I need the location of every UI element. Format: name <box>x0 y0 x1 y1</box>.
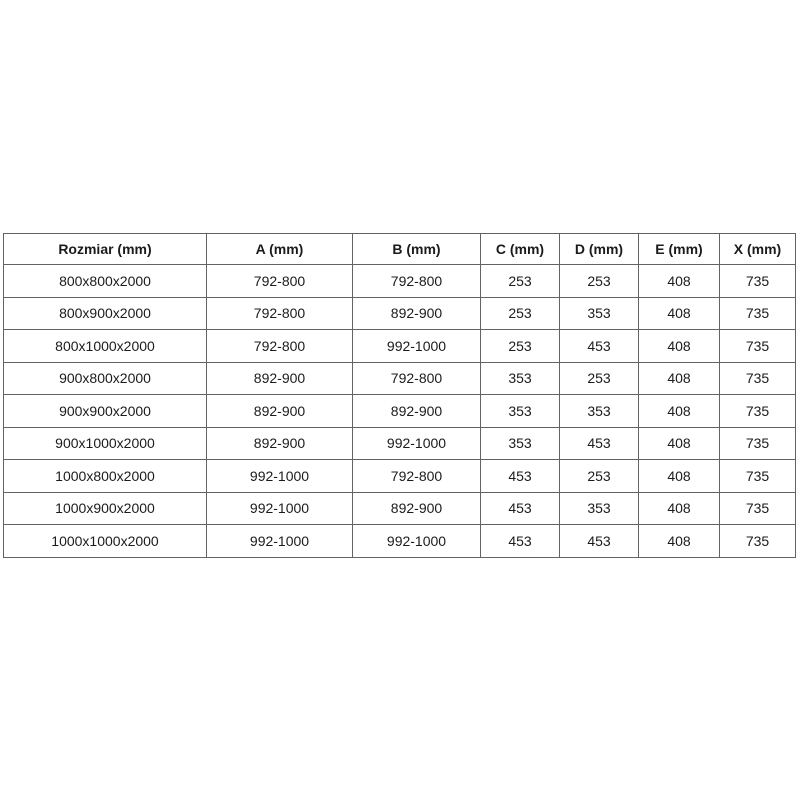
table-cell: 735 <box>720 297 796 330</box>
table-row <box>4 460 796 493</box>
table-cell: 992-1000 <box>353 330 481 363</box>
table-row <box>4 362 796 395</box>
table-row <box>4 265 796 298</box>
dimension-table <box>3 233 796 558</box>
table-cell: 408 <box>639 525 720 558</box>
table-cell: 992-1000 <box>207 525 353 558</box>
table-cell: 408 <box>639 265 720 298</box>
table-cell: 453 <box>560 330 639 363</box>
table-cell: 735 <box>720 330 796 363</box>
table-cell: 892-900 <box>207 395 353 428</box>
table-head <box>4 234 796 265</box>
table-cell: 892-900 <box>353 395 481 428</box>
table-body <box>4 265 796 558</box>
table-cell: 408 <box>639 460 720 493</box>
table-cell: 453 <box>560 427 639 460</box>
table-cell: 453 <box>481 525 560 558</box>
table-cell: 735 <box>720 362 796 395</box>
table-cell: 735 <box>720 492 796 525</box>
table-cell: 892-900 <box>207 427 353 460</box>
table-cell: 253 <box>481 330 560 363</box>
table-cell: 353 <box>481 395 560 428</box>
table-cell: 992-1000 <box>207 460 353 493</box>
table-cell: 408 <box>639 492 720 525</box>
table-cell: 735 <box>720 460 796 493</box>
table-cell: 900x1000x2000 <box>4 427 207 460</box>
table-cell: 453 <box>481 460 560 493</box>
table-cell: 735 <box>720 265 796 298</box>
table-cell: 792-800 <box>207 330 353 363</box>
table-cell: 408 <box>639 297 720 330</box>
table-cell: 253 <box>481 297 560 330</box>
table-cell: 800x1000x2000 <box>4 330 207 363</box>
table-row <box>4 330 796 363</box>
table-row <box>4 525 796 558</box>
table-cell: 408 <box>639 427 720 460</box>
column-header: Rozmiar (mm) <box>4 234 207 265</box>
table-cell: 353 <box>560 492 639 525</box>
table-cell: 735 <box>720 427 796 460</box>
table-cell: 792-800 <box>207 297 353 330</box>
column-header: B (mm) <box>353 234 481 265</box>
dimension-table-container <box>3 233 796 558</box>
table-cell: 408 <box>639 395 720 428</box>
table-header-row <box>4 234 796 265</box>
table-cell: 792-800 <box>207 265 353 298</box>
table-cell: 792-800 <box>353 265 481 298</box>
table-cell: 253 <box>481 265 560 298</box>
table-cell: 253 <box>560 265 639 298</box>
table-cell: 408 <box>639 362 720 395</box>
table-cell: 735 <box>720 525 796 558</box>
table-cell: 992-1000 <box>207 492 353 525</box>
column-header: E (mm) <box>639 234 720 265</box>
table-cell: 408 <box>639 330 720 363</box>
table-cell: 892-900 <box>353 297 481 330</box>
column-header: A (mm) <box>207 234 353 265</box>
table-cell: 353 <box>481 362 560 395</box>
table-cell: 800x900x2000 <box>4 297 207 330</box>
table-row <box>4 492 796 525</box>
table-cell: 1000x900x2000 <box>4 492 207 525</box>
table-cell: 353 <box>481 427 560 460</box>
table-cell: 453 <box>560 525 639 558</box>
table-row <box>4 395 796 428</box>
table-row <box>4 297 796 330</box>
column-header: D (mm) <box>560 234 639 265</box>
table-cell: 892-900 <box>207 362 353 395</box>
table-cell: 253 <box>560 460 639 493</box>
table-cell: 1000x800x2000 <box>4 460 207 493</box>
table-cell: 792-800 <box>353 460 481 493</box>
table-cell: 253 <box>560 362 639 395</box>
table-cell: 353 <box>560 297 639 330</box>
column-header: X (mm) <box>720 234 796 265</box>
table-cell: 992-1000 <box>353 427 481 460</box>
table-cell: 900x900x2000 <box>4 395 207 428</box>
table-cell: 735 <box>720 395 796 428</box>
table-cell: 453 <box>481 492 560 525</box>
table-cell: 1000x1000x2000 <box>4 525 207 558</box>
table-cell: 800x800x2000 <box>4 265 207 298</box>
table-row <box>4 427 796 460</box>
table-cell: 900x800x2000 <box>4 362 207 395</box>
table-cell: 353 <box>560 395 639 428</box>
table-cell: 792-800 <box>353 362 481 395</box>
table-cell: 992-1000 <box>353 525 481 558</box>
table-cell: 892-900 <box>353 492 481 525</box>
column-header: C (mm) <box>481 234 560 265</box>
